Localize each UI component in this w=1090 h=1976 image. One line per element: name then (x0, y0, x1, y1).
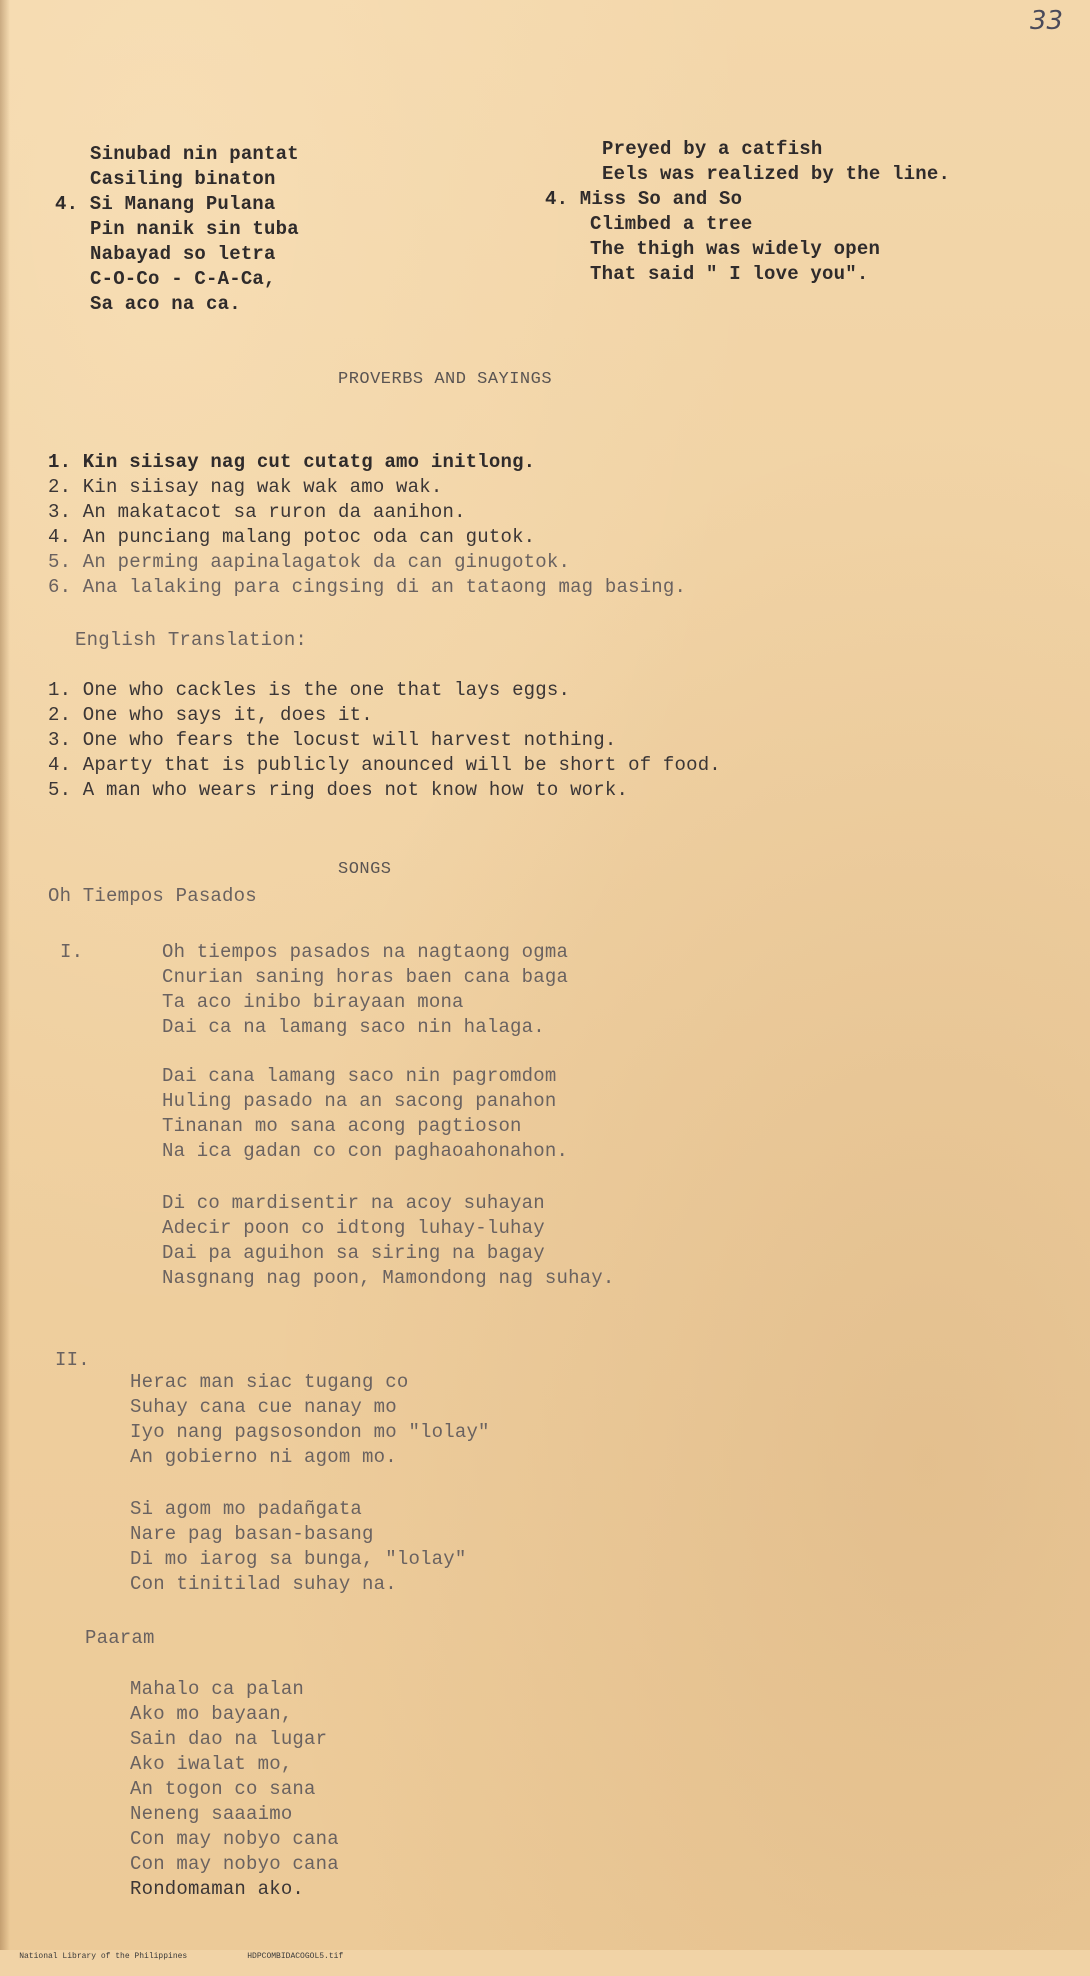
song1-s1-line-1: Oh tiempos pasados na nagtaong ogma (162, 941, 569, 963)
song2-s1-line-4: An gobierno ni agom mo. (130, 1446, 397, 1468)
translation-4: 4. Aparty that is publicly anounced will be short of food. (48, 754, 721, 776)
song3-line-2: Ako mo bayaan, (130, 1703, 293, 1725)
song1-s2-line-2: Huling pasado na an sacong panahon (162, 1090, 557, 1112)
translation-2: 2. One who says it, does it. (48, 704, 373, 726)
song1-s1-line-4: Dai ca na lamang saco nin halaga. (162, 1016, 545, 1038)
song3-line-6: Neneng saaaimo (130, 1803, 293, 1825)
proverb-2: 2. Kin siisay nag wak wak amo wak. (48, 476, 443, 498)
song2-part-number: II. (55, 1349, 90, 1371)
song1-s1-line-3: Ta aco inibo birayaan mona (162, 991, 464, 1013)
top-right-line-4: Climbed a tree (590, 213, 753, 235)
song1-s1-line-2: Cnurian saning horas baen cana baga (162, 966, 569, 988)
top-right-line-1: Preyed by a catfish (602, 138, 823, 160)
page-number: 33 (1030, 6, 1064, 36)
song1-title: Oh Tiempos Pasados (48, 885, 257, 907)
song1-s3-line-1: Di co mardisentir na acoy suhayan (162, 1192, 545, 1214)
page-edge-shadow (0, 0, 10, 1950)
proverbs-heading: PROVERBS AND SAYINGS (338, 370, 553, 389)
song1-s3-line-4: Nasgnang nag poon, Mamondong nag suhay. (162, 1267, 615, 1289)
footer-file-label: HDPCOMBIDACOGOL5.tif (247, 1952, 344, 1961)
songs-heading: SONGS (338, 860, 392, 879)
song1-s3-line-3: Dai pa aguihon sa siring na bagay (162, 1242, 545, 1264)
song1-s2-line-4: Na ica gadan co con paghaoahonahon. (162, 1140, 569, 1162)
top-left-line-3: 4. Si Manang Pulana (55, 193, 276, 215)
top-left-line-2: Casiling binaton (90, 168, 276, 190)
top-left-line-7: Sa aco na ca. (90, 293, 241, 315)
top-right-line-3: 4. Miss So and So (545, 188, 743, 210)
song3-line-4: Ako iwalat mo, (130, 1753, 293, 1775)
top-left-line-4: Pin nanik sin tuba (90, 218, 299, 240)
top-right-line-6: That said " I love you". (590, 263, 869, 285)
song2-s1-line-2: Suhay cana cue nanay mo (130, 1396, 397, 1418)
proverb-4: 4. An punciang malang potoc oda can gutok. (48, 526, 536, 548)
proverb-3: 3. An makatacot sa ruron da aanihon. (48, 501, 466, 523)
song2-s1-line-1: Herac man siac tugang co (130, 1371, 409, 1393)
song3-line-3: Sain dao na lugar (130, 1728, 328, 1750)
top-right-line-2: Eels was realized by the line. (602, 163, 951, 185)
translation-1: 1. One who cackles is the one that lays eggs. (48, 679, 571, 701)
song3-title: Paaram (85, 1627, 155, 1649)
song3-line-9: Rondomaman ako. (130, 1878, 305, 1900)
song3-line-5: An togon co sana (130, 1778, 316, 1800)
translation-3: 3. One who fears the locust will harvest nothing. (48, 729, 617, 751)
song2-s2-line-2: Nare pag basan-basang (130, 1523, 374, 1545)
song1-s2-line-1: Dai cana lamang saco nin pagromdom (162, 1065, 557, 1087)
proverb-5: 5. An perming aapinalagatok da can ginugotok. (48, 551, 571, 573)
song3-line-8: Con may nobyo cana (130, 1853, 339, 1875)
song2-s2-line-1: Si agom mo padañgata (130, 1498, 363, 1520)
song3-line-1: Mahalo ca palan (130, 1678, 305, 1700)
proverb-6: 6. Ana lalaking para cingsing di an tataong mag basing. (48, 576, 687, 598)
top-left-line-6: C-O-Co - C-A-Ca, (90, 268, 276, 290)
song1-s3-line-2: Adecir poon co idtong luhay-luhay (162, 1217, 545, 1239)
top-left-line-1: Sinubad nin pantat (90, 143, 299, 165)
song3-line-7: Con may nobyo cana (130, 1828, 339, 1850)
top-right-line-5: The thigh was widely open (590, 238, 881, 260)
song2-s1-line-3: Iyo nang pagsosondon mo "lolay" (130, 1421, 490, 1443)
song2-s2-line-4: Con tinitilad suhay na. (130, 1573, 397, 1595)
song2-s2-line-3: Di mo iarog sa bunga, "lolay" (130, 1548, 467, 1570)
song1-part-number: I. (60, 941, 84, 963)
proverb-1: 1. Kin siisay nag cut cutatg amo initlong. (48, 451, 536, 473)
top-left-line-5: Nabayad so letra (90, 243, 276, 265)
scan-footer (0, 1937, 1090, 1961)
translation-heading: English Translation: (75, 629, 308, 651)
footer-library-label: National Library of the Philippines (19, 1952, 188, 1961)
song1-s2-line-3: Tinanan mo sana acong pagtioson (162, 1115, 522, 1137)
translation-5: 5. A man who wears ring does not know how to work. (48, 779, 629, 801)
